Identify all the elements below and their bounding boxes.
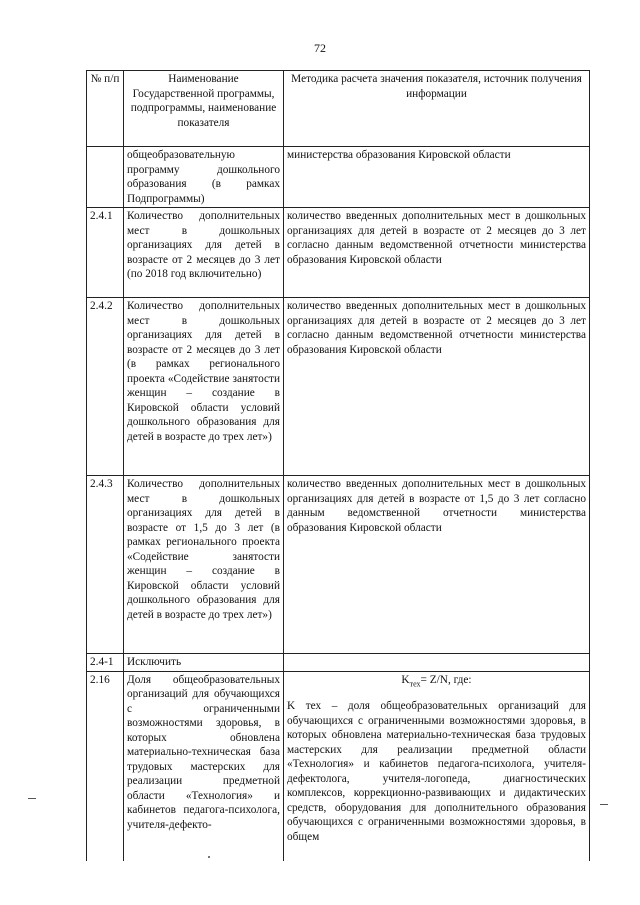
row-num: 2.16 [87, 671, 124, 861]
row-method-cell [284, 671, 590, 861]
scan-dot [208, 856, 210, 858]
table-row [87, 654, 590, 672]
row-method: количество введенных дополнительных мест в дошкольных организациях для детей в возрасте от 2 месяцев до 3 лет согласно данным ведомственной отчетности министерства образования Кировской области [284, 298, 590, 476]
indicator-table [86, 70, 590, 861]
row-name: общеобразовательную программу дошкольного образования (в рамках Подпрограммы) [124, 147, 284, 208]
row-num [87, 147, 124, 208]
formula-symbol: K [401, 673, 410, 686]
table-row [87, 476, 590, 654]
row-method: министерства образования Кировской области [284, 147, 590, 208]
formula [287, 673, 586, 692]
table-row [87, 298, 590, 476]
margin-mark-left [28, 798, 36, 799]
row-name: Доля общеобразовательных организаций для обучающихся с ограниченными возможностями здоровья, в которых обновлена материально-техническая база трудовых мастерских для реализации предметной области «Технология» и кабинетов педагога-психолога, учителя-дефекто- [124, 671, 284, 861]
table-row [87, 147, 590, 208]
row-num: 2.4.3 [87, 476, 124, 654]
row-method [284, 654, 590, 672]
table-row [87, 671, 590, 861]
row-method: количество введенных дополнительных мест в дошкольных организациях для детей в возрасте от 1,5 до 3 лет согласно данным ведомственной отчетности министерства образования Кировской области [284, 476, 590, 654]
formula-rest: = Z/N, где: [420, 673, 472, 686]
page-number: 72 [314, 41, 326, 55]
table-header-row [87, 71, 590, 147]
formula-subscript: тех [409, 678, 421, 688]
row-method: K тех – доля общеобразовательных организаций для обучающихся с ограниченными возможностями здоровья, в которых обновлена материально-техническая база трудовых мастерских для реализации предметной области «Технология» и кабинетов педагога-психолога, учителя-дефектолога, учителя-логопеда, диагностических комплексов, коррекционно-развивающих и дидактических средств, оборудования для дополнительного образования обучающихся с ограниченными возможностями здоровья, в общем [287, 700, 586, 843]
row-method: количество введенных дополнительных мест в дошкольных организациях для детей в возрасте от 2 месяцев до 3 лет согласно данным ведомственной отчетности министерства образования Кировской области [284, 208, 590, 298]
row-name: Количество дополнительных мест в дошкольных организациях для детей в возрасте от 1,5 до 3 лет (в рамках регионального проекта «Содействие занятости женщин – создание в Кировской области условий дошкольного образования для детей в возрасте до трех лет») [124, 476, 284, 654]
row-name: Количество дополнительных мест в дошкольных организациях для детей в возрасте от 2 месяцев до 3 лет (в рамках регионального проекта «Содействие занятости женщин – создание в Кировской области условий дошкольного образования для детей в возрасте до трех лет») [124, 298, 284, 476]
row-num: 2.4.2 [87, 298, 124, 476]
margin-mark-right [600, 804, 608, 805]
header-name: Наименование Государственной программы, подпрограммы, наименование показателя [124, 71, 284, 147]
table-row [87, 208, 590, 298]
row-name: Исключить [124, 654, 284, 672]
row-num: 2.4-1 [87, 654, 124, 672]
header-num: № п/п [87, 71, 124, 147]
row-name: Количество дополнительных мест в дошкольных организациях для детей в возрасте от 2 месяцев до 3 лет (по 2018 год включительно) [124, 208, 284, 298]
row-num: 2.4.1 [87, 208, 124, 298]
header-method: Методика расчета значения показателя, источник получения информации [284, 71, 590, 147]
